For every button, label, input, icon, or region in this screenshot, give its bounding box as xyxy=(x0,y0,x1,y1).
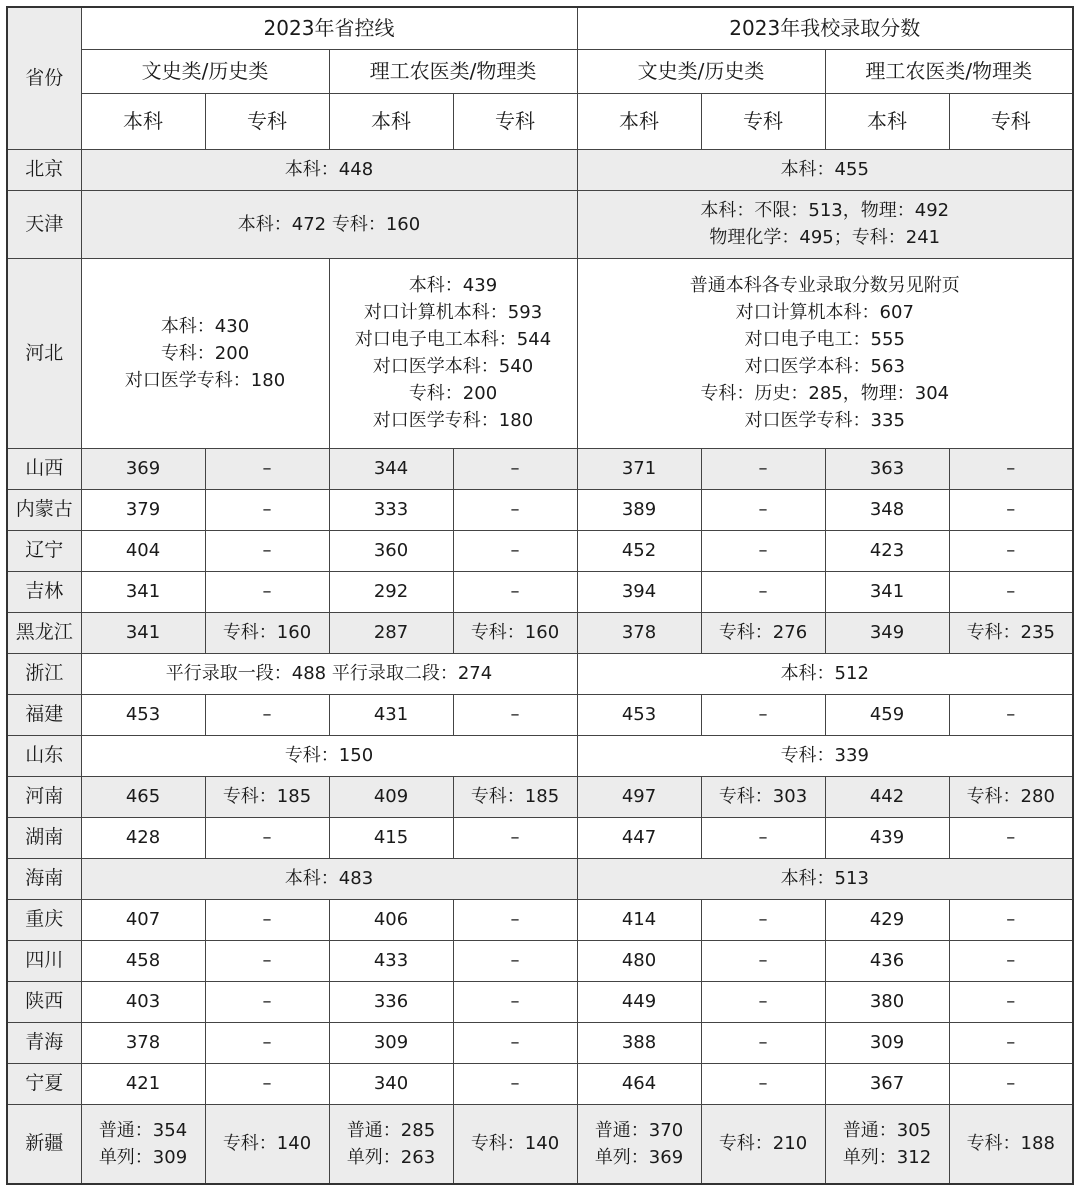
score-cell: – xyxy=(453,530,577,571)
header-track-wen-b: 文史类/历史类 xyxy=(577,49,825,93)
score-cell: 465 xyxy=(81,776,205,817)
score-cell: 371 xyxy=(577,448,701,489)
score-cell: 363 xyxy=(825,448,949,489)
admission-score-table xyxy=(6,6,1074,1185)
score-cell: – xyxy=(701,899,825,940)
score-cell: 专科：160 xyxy=(205,612,329,653)
score-cell: 459 xyxy=(825,694,949,735)
score-cell: 专科：280 xyxy=(949,776,1073,817)
score-cell: – xyxy=(453,940,577,981)
score-cell: 344 xyxy=(329,448,453,489)
score-cell: – xyxy=(701,530,825,571)
score-cell: 394 xyxy=(577,571,701,612)
score-cell: 421 xyxy=(81,1063,205,1104)
province-name: 青海 xyxy=(7,1022,81,1063)
score-cell: 287 xyxy=(329,612,453,653)
table-row xyxy=(7,735,1073,776)
header-level-ben: 本科 xyxy=(329,93,453,149)
table-row xyxy=(7,149,1073,190)
province-name: 福建 xyxy=(7,694,81,735)
score-cell: – xyxy=(453,489,577,530)
table-row xyxy=(7,571,1073,612)
score-cell: – xyxy=(701,448,825,489)
score-cell: 464 xyxy=(577,1063,701,1104)
table-row xyxy=(7,190,1073,258)
score-cell: 专科：185 xyxy=(453,776,577,817)
header-school-admission-score: 2023年我校录取分数 xyxy=(577,7,1073,49)
score-cell: 专科：276 xyxy=(701,612,825,653)
score-cell: 340 xyxy=(329,1063,453,1104)
score-cell: – xyxy=(205,817,329,858)
header-level-zhuan: 专科 xyxy=(453,93,577,149)
score-cell: 407 xyxy=(81,899,205,940)
control-line-cell: 平行录取一段：488 平行录取二段：274 xyxy=(81,653,577,694)
table-row xyxy=(7,1063,1073,1104)
header-track-wen-a: 文史类/历史类 xyxy=(81,49,329,93)
province-name: 浙江 xyxy=(7,653,81,694)
control-line-cell: 本科：472 专科：160 xyxy=(81,190,577,258)
score-cell: – xyxy=(205,1022,329,1063)
province-name: 北京 xyxy=(7,149,81,190)
header-level-zhuan: 专科 xyxy=(949,93,1073,149)
table-row xyxy=(7,1104,1073,1184)
score-cell: 333 xyxy=(329,489,453,530)
score-cell: – xyxy=(205,899,329,940)
control-line-cell: 本科：483 xyxy=(81,858,577,899)
score-cell: – xyxy=(949,981,1073,1022)
score-cell: – xyxy=(453,694,577,735)
score-cell: – xyxy=(701,1022,825,1063)
score-cell: 449 xyxy=(577,981,701,1022)
score-cell: – xyxy=(949,489,1073,530)
score-cell: 367 xyxy=(825,1063,949,1104)
score-cell: 415 xyxy=(329,817,453,858)
score-cell: 专科：160 xyxy=(453,612,577,653)
score-cell: – xyxy=(949,817,1073,858)
province-name: 重庆 xyxy=(7,899,81,940)
score-cell: 423 xyxy=(825,530,949,571)
score-cell: – xyxy=(701,694,825,735)
score-cell: 379 xyxy=(81,489,205,530)
score-cell: – xyxy=(949,530,1073,571)
score-cell: – xyxy=(453,1063,577,1104)
score-cell: – xyxy=(453,817,577,858)
score-cell: – xyxy=(205,940,329,981)
header-level-zhuan: 专科 xyxy=(205,93,329,149)
score-cell: 341 xyxy=(81,571,205,612)
score-cell: 378 xyxy=(577,612,701,653)
header-level-ben: 本科 xyxy=(577,93,701,149)
province-name: 山西 xyxy=(7,448,81,489)
control-line-cell: 本科：439 对口计算机本科：593 对口电子电工本科：544 对口医学本科：540 专科：200 对口医学专科：180 xyxy=(329,258,577,448)
control-line-cell: 本科：448 xyxy=(81,149,577,190)
table-row xyxy=(7,776,1073,817)
header-level-zhuan: 专科 xyxy=(701,93,825,149)
admission-score-cell: 本科：455 xyxy=(577,149,1073,190)
table-row xyxy=(7,1022,1073,1063)
score-cell: 403 xyxy=(81,981,205,1022)
score-cell: – xyxy=(949,571,1073,612)
table-row xyxy=(7,530,1073,571)
header-row-groups xyxy=(7,7,1073,49)
score-cell: 360 xyxy=(329,530,453,571)
score-cell: 348 xyxy=(825,489,949,530)
score-cell: 380 xyxy=(825,981,949,1022)
score-cell: 专科：185 xyxy=(205,776,329,817)
header-track-li-b: 理工农医类/物理类 xyxy=(825,49,1073,93)
province-name: 河北 xyxy=(7,258,81,448)
score-cell: 409 xyxy=(329,776,453,817)
score-cell: – xyxy=(205,1063,329,1104)
table-row xyxy=(7,940,1073,981)
score-cell: 453 xyxy=(81,694,205,735)
score-cell: 452 xyxy=(577,530,701,571)
score-cell: 389 xyxy=(577,489,701,530)
score-cell: 404 xyxy=(81,530,205,571)
score-cell: 专科：235 xyxy=(949,612,1073,653)
score-cell: 普通：305 单列：312 xyxy=(825,1104,949,1184)
score-cell: – xyxy=(701,489,825,530)
control-line-cell: 专科：150 xyxy=(81,735,577,776)
province-name: 黑龙江 xyxy=(7,612,81,653)
score-cell: – xyxy=(205,530,329,571)
province-name: 新疆 xyxy=(7,1104,81,1184)
score-cell: 388 xyxy=(577,1022,701,1063)
score-cell: 专科：188 xyxy=(949,1104,1073,1184)
control-line-cell: 本科：430 专科：200 对口医学专科：180 xyxy=(81,258,329,448)
score-cell: 专科：303 xyxy=(701,776,825,817)
score-cell: 453 xyxy=(577,694,701,735)
score-cell: 428 xyxy=(81,817,205,858)
table-row xyxy=(7,612,1073,653)
score-cell: – xyxy=(205,694,329,735)
score-cell: 309 xyxy=(329,1022,453,1063)
score-cell: 433 xyxy=(329,940,453,981)
header-level-ben: 本科 xyxy=(825,93,949,149)
province-name: 湖南 xyxy=(7,817,81,858)
table-row xyxy=(7,448,1073,489)
admission-score-cell: 普通本科各专业录取分数另见附页 对口计算机本科：607 对口电子电工：555 对口医学本科：563 专科：历史：285，物理：304 对口医学专科：335 xyxy=(577,258,1073,448)
header-provincial-control-line: 2023年省控线 xyxy=(81,7,577,49)
province-name: 内蒙古 xyxy=(7,489,81,530)
score-cell: 414 xyxy=(577,899,701,940)
score-cell: 309 xyxy=(825,1022,949,1063)
score-cell: 341 xyxy=(825,571,949,612)
score-cell: 480 xyxy=(577,940,701,981)
score-cell: – xyxy=(701,1063,825,1104)
table-row xyxy=(7,258,1073,448)
score-cell: 497 xyxy=(577,776,701,817)
score-cell: – xyxy=(701,940,825,981)
score-cell: – xyxy=(949,448,1073,489)
score-cell: 378 xyxy=(81,1022,205,1063)
header-row-tracks xyxy=(7,49,1073,93)
score-cell: 458 xyxy=(81,940,205,981)
score-cell: 442 xyxy=(825,776,949,817)
score-cell: 431 xyxy=(329,694,453,735)
header-level-ben: 本科 xyxy=(81,93,205,149)
score-cell: 普通：354 单列：309 xyxy=(81,1104,205,1184)
header-track-li-a: 理工农医类/物理类 xyxy=(329,49,577,93)
score-cell: – xyxy=(453,571,577,612)
score-cell: – xyxy=(205,489,329,530)
admission-score-cell: 专科：339 xyxy=(577,735,1073,776)
province-name: 辽宁 xyxy=(7,530,81,571)
score-cell: – xyxy=(205,571,329,612)
score-cell: 439 xyxy=(825,817,949,858)
table-row xyxy=(7,858,1073,899)
score-cell: 专科：140 xyxy=(453,1104,577,1184)
score-cell: – xyxy=(453,899,577,940)
table-row xyxy=(7,899,1073,940)
admission-score-cell: 本科：512 xyxy=(577,653,1073,694)
score-cell: – xyxy=(453,448,577,489)
score-cell: 普通：285 单列：263 xyxy=(329,1104,453,1184)
table-row xyxy=(7,694,1073,735)
province-name: 海南 xyxy=(7,858,81,899)
score-cell: – xyxy=(949,940,1073,981)
province-name: 天津 xyxy=(7,190,81,258)
score-cell: – xyxy=(205,981,329,1022)
score-cell: – xyxy=(949,694,1073,735)
score-cell: 369 xyxy=(81,448,205,489)
score-cell: – xyxy=(453,1022,577,1063)
table-row xyxy=(7,489,1073,530)
score-cell: 349 xyxy=(825,612,949,653)
table-row xyxy=(7,653,1073,694)
score-cell: – xyxy=(701,571,825,612)
score-cell: – xyxy=(205,448,329,489)
province-name: 山东 xyxy=(7,735,81,776)
score-cell: – xyxy=(949,899,1073,940)
province-name: 宁夏 xyxy=(7,1063,81,1104)
header-province: 省份 xyxy=(7,7,81,149)
score-cell: – xyxy=(949,1022,1073,1063)
score-cell: – xyxy=(701,817,825,858)
admission-score-cell: 本科：513 xyxy=(577,858,1073,899)
province-name: 吉林 xyxy=(7,571,81,612)
score-cell: 292 xyxy=(329,571,453,612)
province-name: 陕西 xyxy=(7,981,81,1022)
table-row xyxy=(7,981,1073,1022)
score-cell: – xyxy=(949,1063,1073,1104)
score-cell: 专科：140 xyxy=(205,1104,329,1184)
score-cell: 429 xyxy=(825,899,949,940)
score-cell: 436 xyxy=(825,940,949,981)
score-cell: 336 xyxy=(329,981,453,1022)
table-row xyxy=(7,817,1073,858)
score-cell: 专科：210 xyxy=(701,1104,825,1184)
province-name: 河南 xyxy=(7,776,81,817)
score-cell: 447 xyxy=(577,817,701,858)
header-row-levels xyxy=(7,93,1073,149)
score-cell: 普通：370 单列：369 xyxy=(577,1104,701,1184)
province-name: 四川 xyxy=(7,940,81,981)
score-cell: – xyxy=(453,981,577,1022)
score-cell: – xyxy=(701,981,825,1022)
score-cell: 406 xyxy=(329,899,453,940)
admission-score-cell: 本科：不限：513，物理：492 物理化学：495；专科：241 xyxy=(577,190,1073,258)
score-cell: 341 xyxy=(81,612,205,653)
